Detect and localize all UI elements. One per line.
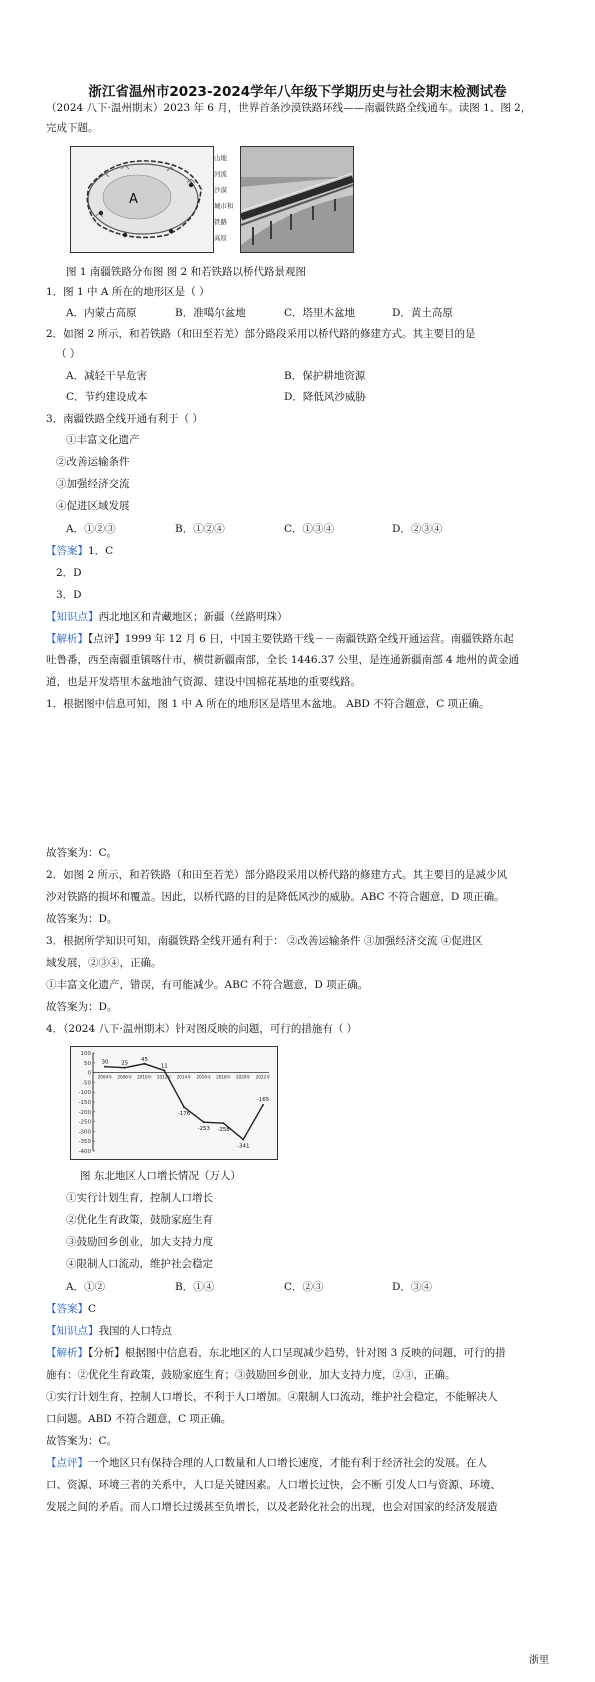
analysis-text: 【点评】1999 年 12 月 6 日，中国主要铁路干线－－南疆铁路全线开通运营。南疆铁路东起 — [88, 633, 514, 645]
data-label: -258 — [217, 1127, 230, 1134]
x-tick-label: 2014年 — [176, 1074, 192, 1080]
knowledge-point-line — [46, 610, 288, 624]
explanation-conclusion: 故答案为：C。 — [46, 847, 118, 859]
question-4-option-a: A．①② — [66, 1281, 106, 1293]
comment-line — [46, 1456, 487, 1470]
legend-item: 高原 — [214, 234, 227, 242]
answer-line — [46, 544, 113, 558]
analysis-text: 道，也是开发塔里木盆地油气资源、建设中国棉花基地的重要线路。 — [46, 676, 361, 688]
legend-item: 山地 — [214, 154, 227, 162]
comment-text: 口、资源、环境三者的关系中，人口是关键因素。人口增长过快，会不断 引发人口与资源、环境、 — [46, 1479, 501, 1491]
question-3-option-c: C．①③④ — [284, 523, 335, 535]
question-2-option-c: C．节约建设成本 — [66, 391, 148, 403]
x-tick-label: 2004年 — [97, 1074, 113, 1080]
question-4-item: ④限制人口流动，维护社会稳定 — [66, 1258, 213, 1270]
explanation-text: 1．根据图中信息可知，图 1 中 A 所在的地形区是塔里木盆地。 ABD 不符合题意，C 项正确。 — [46, 698, 490, 710]
question-3-item: ②改善运输条件 — [56, 456, 130, 468]
question-3-item: ①丰富文化遗产 — [66, 434, 140, 446]
data-label: 30 — [101, 1059, 109, 1066]
population-chart — [70, 1046, 278, 1160]
answer-label: 【答案】 — [46, 545, 88, 557]
analysis-text: 【分析】根据图中信息看，东北地区的人口呈现减少趋势，针对图 3 反映的问题，可行的措 — [88, 1347, 506, 1359]
question-2-stem: （ ） — [56, 348, 81, 360]
y-tick-label: 0 — [87, 1070, 91, 1077]
data-label: -176 — [177, 1111, 191, 1118]
question-2-option-b: B．保护耕地资源 — [284, 370, 366, 382]
railway-map-figure — [70, 146, 214, 253]
y-tick-label: 50 — [84, 1060, 91, 1067]
analysis-line — [46, 1346, 506, 1360]
bridge-photo-figure — [240, 146, 354, 253]
question-1-stem: 1．图 1 中 A 所在的地形区是（ ） — [46, 286, 210, 298]
y-tick-label: -100 — [78, 1090, 91, 1097]
data-label: -165 — [256, 1096, 270, 1103]
question-1-option-d: D．黄土高原 — [392, 307, 453, 319]
knowledge-point-line — [46, 1324, 172, 1338]
comment-label: 【点评】 — [46, 1457, 88, 1469]
question-2-option-d: D．降低风沙威胁 — [284, 391, 366, 403]
y-tick-label: -400 — [78, 1149, 91, 1155]
y-tick-label: 100 — [80, 1051, 91, 1057]
legend-item: 河流 — [214, 170, 227, 178]
answer-value: 2．D — [56, 567, 82, 579]
explanation-text: 3．根据所学知识可知，南疆铁路全线开通有利于： ②改善运输条件 ③加强经济交流 ④促进区 — [46, 935, 483, 947]
document-title: 浙江省温州市2023-2024学年八年级下学期历史与社会期末检测试卷 — [88, 84, 507, 100]
railway-map-svg — [71, 147, 213, 252]
x-tick-label: 2006年 — [117, 1074, 133, 1080]
data-point — [104, 1066, 106, 1068]
data-point — [203, 1121, 205, 1123]
analysis-line — [46, 632, 514, 646]
answer-value: 1．C — [88, 545, 114, 557]
question-3-option-d: D．②③④ — [392, 523, 443, 535]
question-4-item: ②优化生育政策，鼓励家庭生育 — [66, 1214, 213, 1226]
x-tick-label: 2010年 — [137, 1074, 152, 1080]
knowledge-point-text: 西北地区和青藏地区；新疆（丝路明珠） — [98, 611, 288, 623]
x-tick-label: 2020年 — [235, 1074, 251, 1080]
analysis-text: 吐鲁番，西至南疆重镇喀什市，横贯新疆南部，全长 1446.37 公里，是连通新疆南部 4 地州的黄金通 — [46, 654, 519, 666]
population-chart-svg — [71, 1047, 277, 1159]
question-intro-line: 完成下题。 — [46, 122, 99, 134]
answer-value: C — [88, 1303, 97, 1315]
question-4-option-c: C．②③ — [284, 1281, 324, 1293]
data-label: 45 — [141, 1056, 148, 1063]
answer-label: 【答案】 — [46, 1303, 88, 1315]
data-point — [163, 1069, 165, 1071]
analysis-text: 施有：②优化生育政策，鼓励家庭生育；③鼓励回乡创业，加大支持力度，②③，正确。 — [46, 1369, 456, 1381]
analysis-label: 【解析】 — [46, 633, 88, 645]
explanation-conclusion: 故答案为：C。 — [46, 1435, 118, 1447]
explanation-text: 2．如图 2 所示，和若铁路（和田至若羌）部分路段采用以桥代路的修建方式。其主要目的是减少风 — [46, 869, 508, 881]
page-footer: 浙里 — [529, 1655, 549, 1666]
analysis-text: 口问题。ABD 不符合题意，C 项正确。 — [46, 1413, 232, 1425]
question-4-stem: 4．（2024 八下·温州期末）针对图反映的问题，可行的措施有（ ） — [46, 1023, 358, 1035]
question-3-option-b: B．①②④ — [175, 523, 225, 535]
question-4-option-d: D．③④ — [392, 1281, 432, 1293]
chart-caption: 图 东北地区人口增长情况（万人） — [80, 1170, 241, 1182]
y-tick-label: -50 — [82, 1080, 91, 1087]
explanation-text: 沙对铁路的损坏和覆盖。因此，以桥代路的目的是降低风沙的威胁。ABC 不符合题意，D 项正确。 — [46, 891, 505, 903]
bridge-photo-svg — [241, 147, 353, 252]
question-3-stem: 3．南疆铁路全线开通有利于（ ） — [46, 413, 204, 425]
explanation-conclusion: 故答案为：D。 — [46, 913, 118, 925]
x-tick-label: 2016年 — [196, 1074, 212, 1080]
y-tick-label: -350 — [78, 1139, 91, 1146]
map-legend — [214, 150, 238, 250]
question-4-item: ③鼓励回乡创业，加大支持力度 — [66, 1236, 213, 1248]
question-2-stem: 2．如图 2 所示，和若铁路（和田至若羌）部分路段采用以桥代路的修建方式。其主要目的是 — [46, 328, 476, 340]
knowledge-point-label: 【知识点】 — [46, 1325, 99, 1337]
data-point — [183, 1106, 185, 1108]
figure-caption: 图 1 南疆铁路分布图 图 2 和若铁路以桥代路景观图 — [66, 266, 307, 278]
answer-value: 3．D — [56, 589, 82, 601]
question-4-item: ①实行计划生育，控制人口增长 — [66, 1192, 213, 1204]
comment-text: 一个地区只有保持合理的人口数量和人口增长速度，才能有利于经济社会的发展。在人 — [88, 1457, 487, 1469]
explanation-conclusion: 故答案为：D。 — [46, 1001, 118, 1013]
question-intro-line: （2024 八下·温州期末）2023 年 6 月，世界首条沙漠铁路环线——南疆铁路全线通车。读图 1、图 2， — [46, 102, 532, 114]
question-3-item: ③加强经济交流 — [56, 478, 130, 490]
y-tick-label: -150 — [78, 1100, 91, 1106]
x-tick-label: 2018年 — [216, 1074, 231, 1080]
analysis-label: 【解析】 — [46, 1347, 88, 1359]
legend-item: 沙漠 — [214, 186, 227, 194]
data-label: 25 — [121, 1060, 129, 1067]
y-tick-label: -200 — [78, 1109, 91, 1116]
data-point — [223, 1122, 225, 1124]
question-1-option-c: C．塔里木盆地 — [284, 307, 356, 319]
data-point — [242, 1138, 244, 1140]
question-3-item: ④促进区域发展 — [56, 500, 130, 512]
analysis-text: ①实行计划生育，控制人口增长，不利于人口增加。④限制人口流动，维护社会稳定，不能解决人 — [46, 1391, 498, 1403]
comment-text: 发展之间的矛盾。而人口增长过缓甚至负增长，以及老龄化社会的出现，也会对国家的经济发展造 — [46, 1501, 498, 1513]
data-point — [144, 1063, 146, 1065]
legend-item: 城市和铁路 — [214, 202, 234, 226]
knowledge-point-label: 【知识点】 — [46, 611, 99, 623]
explanation-text: 域发展，②③④，正确。 — [46, 957, 162, 969]
x-tick-label: 2022年 — [255, 1074, 271, 1080]
data-point — [124, 1067, 126, 1069]
knowledge-point-text: 我国的人口特点 — [98, 1325, 172, 1337]
data-point — [262, 1104, 264, 1106]
x-tick-label: 2012年 — [156, 1074, 172, 1080]
answer-line — [46, 1302, 96, 1316]
question-4-option-b: B．①④ — [175, 1281, 215, 1293]
question-3-option-a: A．①②③ — [66, 523, 116, 535]
question-2-option-a: A．减轻干旱危害 — [66, 370, 148, 382]
question-1-option-b: B．准噶尔盆地 — [175, 307, 246, 319]
y-tick-label: -300 — [78, 1129, 91, 1136]
map-label-a: A — [129, 192, 138, 207]
question-1-option-a: A．内蒙古高原 — [66, 307, 137, 319]
y-tick-label: -250 — [78, 1119, 91, 1126]
explanation-text: ①丰富文化遗产，错误，有可能减少。ABC 不符合题意，D 项正确。 — [46, 979, 369, 991]
data-label: -341 — [237, 1143, 250, 1150]
data-label: -253 — [197, 1126, 210, 1133]
data-label: 11 — [160, 1063, 168, 1070]
